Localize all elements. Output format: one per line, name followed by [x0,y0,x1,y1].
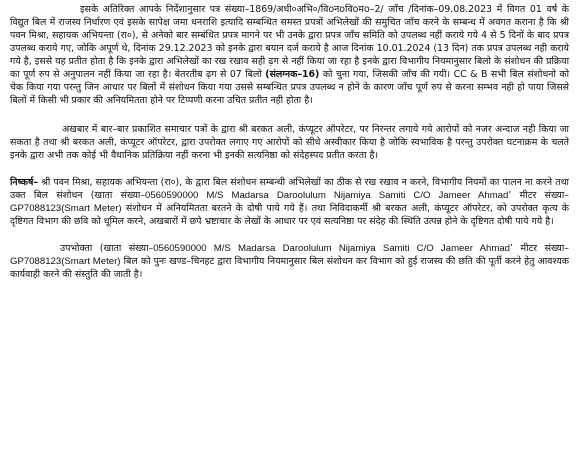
paragraph-recommendation [10,242,569,281]
meter-number: GP7088123(Smart Meter) [10,256,121,267]
paragraph-newspaper-allegations [10,123,569,162]
paragraph-text: को चुना गया, जिसकी जाँच की गयी। CC & B सभी बिल संशोधनो को चेक किया गया परन्तु जिन आधार पर बिलों में संशोधन किया गया उससे सम्बन्धित प्रपत्र उपलब्ध न होने के कारण जाँच पूर्ण रुप से करना सम्भव नही हो पाया जिससे बिलों में किसी भी प्रकार की अनियमितता होने पर टिप्पणी करना उचित प्रतीत नही होता है। [10,69,569,106]
meter-number: GP7088123(Smart Meter) [10,203,122,214]
paragraph-text: संशोधन में अनियमितता बरतने के दोषी पाये गये हैं। तथा निविदाकर्मी श्री बरकत अली, कंप्यूटर ऑपरेटर, को उपरोक्त कृत्य के दृष्टिगत विभाग की छवि को धूमिल करने, अखबारों में छपे भ्रष्टाचार के लेखों के आधार पर एवं सत्यनिष्ठा पर संदेह की स्थिति उत्पन्न होने के दृष्टिगत दोषी पाये गये है। [10,203,570,227]
paragraph-investigation-findings [10,3,569,107]
paragraph-text: इसके अतिरिक्त आपके निर्देशानुसार पत्र संख्या–1869/अधी०अभि०/विoनoविoमo–2/ जाँच /दिनांक–09.08.2023 में विगत 01 वर्ष के विद्युत बिल में राजस्व निर्धारण एवं इसके सापेक्ष जमा धनराशि इत्यादि सम्बन्धित समस्त प्रपत्रों अभिलेखों की समुचित जाँच करने के सम्बन्ध में अवगत कराना है कि श्री पवन मिश्रा, सहायक अभियन्ता (रा०), से अनेको बार सम्बंधित प्रपत्र मागने पर भी उनके द्वारा प्रपत्र जाँच समिति को उपलब्ध नहीं कराये गये 4 से 5 दिनों के बाद प्रपत्र उपलब्ध कराये गए, जोकि अपूर्ण थे, दिनांक 29.12.2023 को इनके द्वारा बयान दर्ज कराये है आज दिनांक 10.01.2024 (13 दिन) तक प्रपत्र उपलब्ध नही कराये गये है, इससे यह प्रतीत होता है कि इनके द्वारा अभिलेखों का रख रखाव सही ढ़ग से नहीं किया जा रहा है इनके द्वारा विभागीय नियमानुसार बिलो के संशोधन की प्रक्रिया का पूर्ण रुप से अनुपालन नहीं किया जा रहा है। बेतरतीब ढ़ग से 07 बिलो [10,4,569,80]
paragraph-text: ’ मीटर संख्या– [508,190,569,201]
paragraph-text: ’ मीटर संख्या– [510,243,569,254]
account-details: 0560590000 M/S Madarsa Daroolulum Nijamiya Samiti C/O Jameer Ahmad [145,190,509,201]
account-details: 0560590000 M/S Madarsa Daroolulum Nijamiya Samiti C/O Jameer Ahmad [153,243,510,254]
paragraph-conclusion [10,176,569,228]
paragraph-text: बिल को पुनः खण्ड–चिनहट द्वारा विभागीय नियमानुसार बिल संशोधन कर विभाग को हुई राजस्व की छति की पूर्ती करने हेतु आवश्यक कार्यवाही करने की संस्तुति की जाती है। [10,256,570,280]
annexure-reference: (संलग्नक–16) [265,69,320,80]
paragraph-text: श्री पवन मिश्रा, सहायक अभियन्ता (रा०), के द्वारा बिल संशोधन सम्बन्धी अभिलेखों का ठीक से रख रखाव न करने, विभागीय नियमों का पालन ना करने तथा उक्त बिल संशोधन (खाता संख्या– [10,177,569,201]
paragraph-text: उपभोक्ता (खाता संख्या– [60,243,154,254]
paragraph-text: अखबार में बार–बार प्रकाशित समाचार पत्रों के द्वारा श्री बरकत अली, कंप्यूटर ऑपरेटर, पर निरन्तर लगाये गये आरोपों को नजर अन्दाज नही किया जा सकता है तथा श्री बरकत अली, कंप्यूटर ऑपरेटर, द्वारा उपरोक्त लगाए गए आरोपों को सीधे अस्वीकार किया है जोकि स्वभाविक है परन्तु उपरोक्त घटनाक्रम के चलते इनके द्वारा अभी तक कोई भी वैधानिक प्रतिक्रिया नहीं करना भी इनकी सत्यनिष्ठा को संदेहस्पद प्रतीत करता है। [10,124,569,161]
conclusion-heading: निष्कर्ष– [10,177,39,188]
